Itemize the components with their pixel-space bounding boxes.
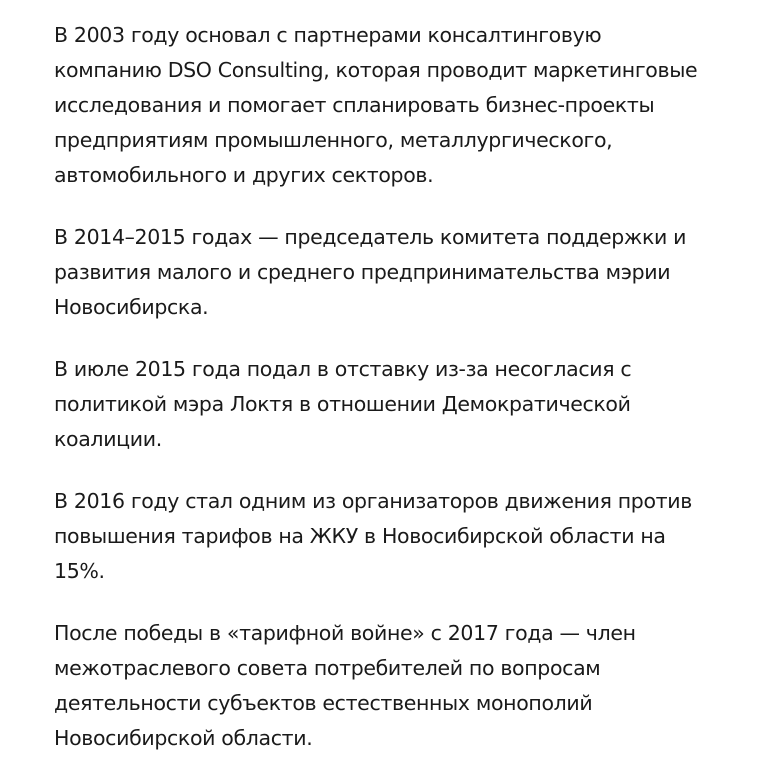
text-line: компанию DSO Consulting, которая проводит маркетинговые — [54, 58, 698, 82]
paragraph-resignation — [54, 352, 754, 457]
text-line: 15%. — [54, 559, 105, 583]
text-line: автомобильного и других секторов. — [54, 163, 434, 187]
article-body — [54, 18, 754, 783]
text-line: Новосибирской области. — [54, 726, 313, 750]
text-line: предприятиям промышленного, металлургического, — [54, 128, 613, 152]
text-line: деятельности субъектов естественных монополий — [54, 691, 593, 715]
text-line: межотраслевого совета потребителей по вопросам — [54, 656, 601, 680]
paragraph-tariff-movement — [54, 484, 754, 589]
text-line: повышения тарифов на ЖКУ в Новосибирской области на — [54, 524, 666, 548]
text-line: В июле 2015 года подал в отставку из-за несогласия с — [54, 357, 632, 381]
paragraph-dso-consulting — [54, 18, 754, 193]
text-line: В 2003 году основал с партнерами консалтинговую — [54, 23, 602, 47]
text-line: коалиции. — [54, 427, 162, 451]
paragraph-committee-chair — [54, 220, 754, 325]
text-line: политикой мэра Локтя в отношении Демократической — [54, 392, 631, 416]
text-line: развития малого и среднего предпринимательства мэрии — [54, 260, 671, 284]
text-line: В 2014–2015 годах — председатель комитета поддержки и — [54, 225, 687, 249]
text-line: После победы в «тарифной войне» с 2017 года — член — [54, 621, 636, 645]
text-line: исследования и помогает спланировать бизнес-проекты — [54, 93, 655, 117]
paragraph-consumer-council — [54, 616, 754, 756]
text-line: Новосибирска. — [54, 295, 209, 319]
text-line: В 2016 году стал одним из организаторов движения против — [54, 489, 692, 513]
